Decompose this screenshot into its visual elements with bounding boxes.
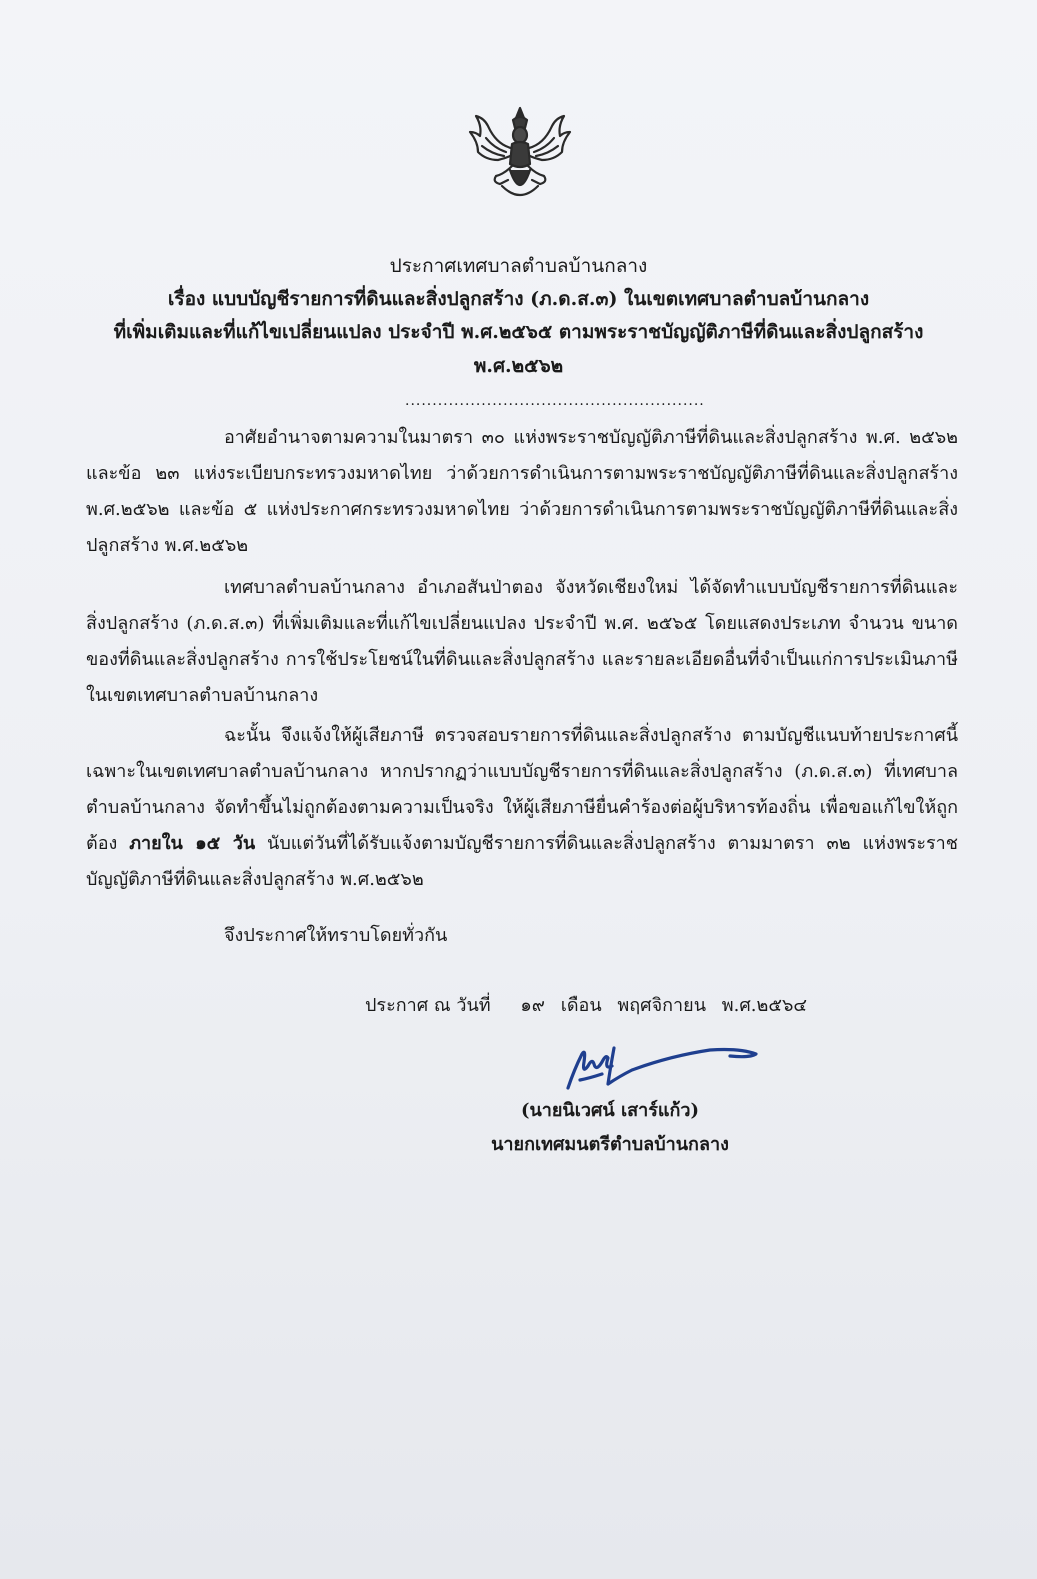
instruction-text-start: ฉะนั้น จึงแจ้งให้ผู้เสียภาษี ตรวจสอบรายการที่ดินและสิ่งปลูกสร้าง ตามบัญชีแนบท้ายประกาศนี้ เฉพาะในเขตเทศบาลตำบลบ้านกลาง หากปรากฏว่าแบบบัญชีรายการที่ดินและสิ่งปลูกสร้าง (ภ.ด.ส.๓) ที่เทศบาลตำบลบ้านกลาง จัดทำขึ้นไม่ถูกต้องตามความเป็นจริง ให้ผู้เสียภาษียื่นคำร้องต่อผู้บริหารท้องถิ่น เพื่อขอแก้ไขให้ถูกต้อง <box>86 725 958 854</box>
announcement-subject-line2: ที่เพิ่มเติมและที่แก้ไขเปลี่ยนแปลง ประจำปี พ.ศ.๒๕๖๕ ตามพระราชบัญญัติภาษีที่ดินและสิ่งปลูกสร้าง <box>113 321 924 343</box>
paragraph-description: เทศบาลตำบลบ้านกลาง อำเภอสันป่าตอง จังหวัดเชียงใหม่ ได้จัดทำแบบบัญชีรายการที่ดินและสิ่งปลูกสร้าง (ภ.ด.ส.๓) ที่เพิ่มเติมและที่แก้ไขเปลี่ยนแปลง ประจำปี พ.ศ. ๒๕๖๕ โดยแสดงประเภท จำนวน ขนาดของที่ดินและสิ่งปลูกสร้าง การใช้ประโยชน์ในที่ดินและสิ่งปลูกสร้าง และรายละเอียดอื่นที่จำเป็นแก่การประเมินภาษี ในเขตเทศบาลตำบลบ้านกลาง <box>86 577 958 706</box>
instruction-text-end: นับแต่วันที่ได้รับแจ้งตามบัญชีรายการที่ดินและสิ่งปลูกสร้าง ตามมาตรา ๓๒ แห่งพระราชบัญญัติภาษีที่ดินและสิ่งปลูกสร้าง พ.ศ.๒๕๖๒ <box>86 833 959 890</box>
deadline-text: ภายใน ๑๕ วัน <box>129 833 256 854</box>
date-day: ๑๙ <box>520 995 545 1016</box>
date-month-label: เดือน <box>560 995 602 1016</box>
paragraph-authority: อาศัยอำนาจตามความในมาตรา ๓๐ แห่งพระราชบัญญัติภาษีที่ดินและสิ่งปลูกสร้าง พ.ศ. ๒๕๖๒ และข้อ ๒๓ แห่งระเบียบกระทรวงมหาดไทย ว่าด้วยการดำเนินการตามพระราชบัญญัติภาษีที่ดินและสิ่งปลูกสร้าง พ.ศ.๒๕๖๒ และข้อ ๕ แห่งประกาศกระทรวงมหาดไทย ว่าด้วยการดำเนินการตามพระราชบัญญัติภาษีที่ดินและสิ่งปลูกสร้าง พ.ศ.๒๕๖๒ <box>86 427 958 556</box>
signer-name: (นายนิเวศน์ เสาร์แก้ว) <box>520 1100 700 1121</box>
announcement-subject-line3: พ.ศ.๒๕๖๒ <box>473 355 564 377</box>
date-year: พ.ศ.๒๕๖๔ <box>721 995 808 1016</box>
announcement-date <box>365 988 817 1024</box>
separator-dots: ....................................................... <box>405 393 705 409</box>
garuda-emblem-icon <box>466 104 574 204</box>
paragraph-instruction <box>86 718 958 898</box>
handwritten-signature-icon <box>560 1040 765 1096</box>
date-prefix: ประกาศ ณ วันที่ <box>365 995 491 1016</box>
announcement-subject: เรื่อง แบบบัญชีรายการที่ดินและสิ่งปลูกสร้าง (ภ.ด.ส.๓) ในเขตเทศบาลตำบลบ้านกลาง <box>167 288 870 310</box>
announcement-title: ประกาศเทศบาลตำบลบ้านกลาง <box>389 255 648 277</box>
paragraph-closing: จึงประกาศให้ทราบโดยทั่วกัน <box>224 925 448 946</box>
date-month: พฤศจิกายน <box>617 995 706 1016</box>
signer-position: นายกเทศมนตรีตำบลบ้านกลาง <box>491 1134 729 1155</box>
